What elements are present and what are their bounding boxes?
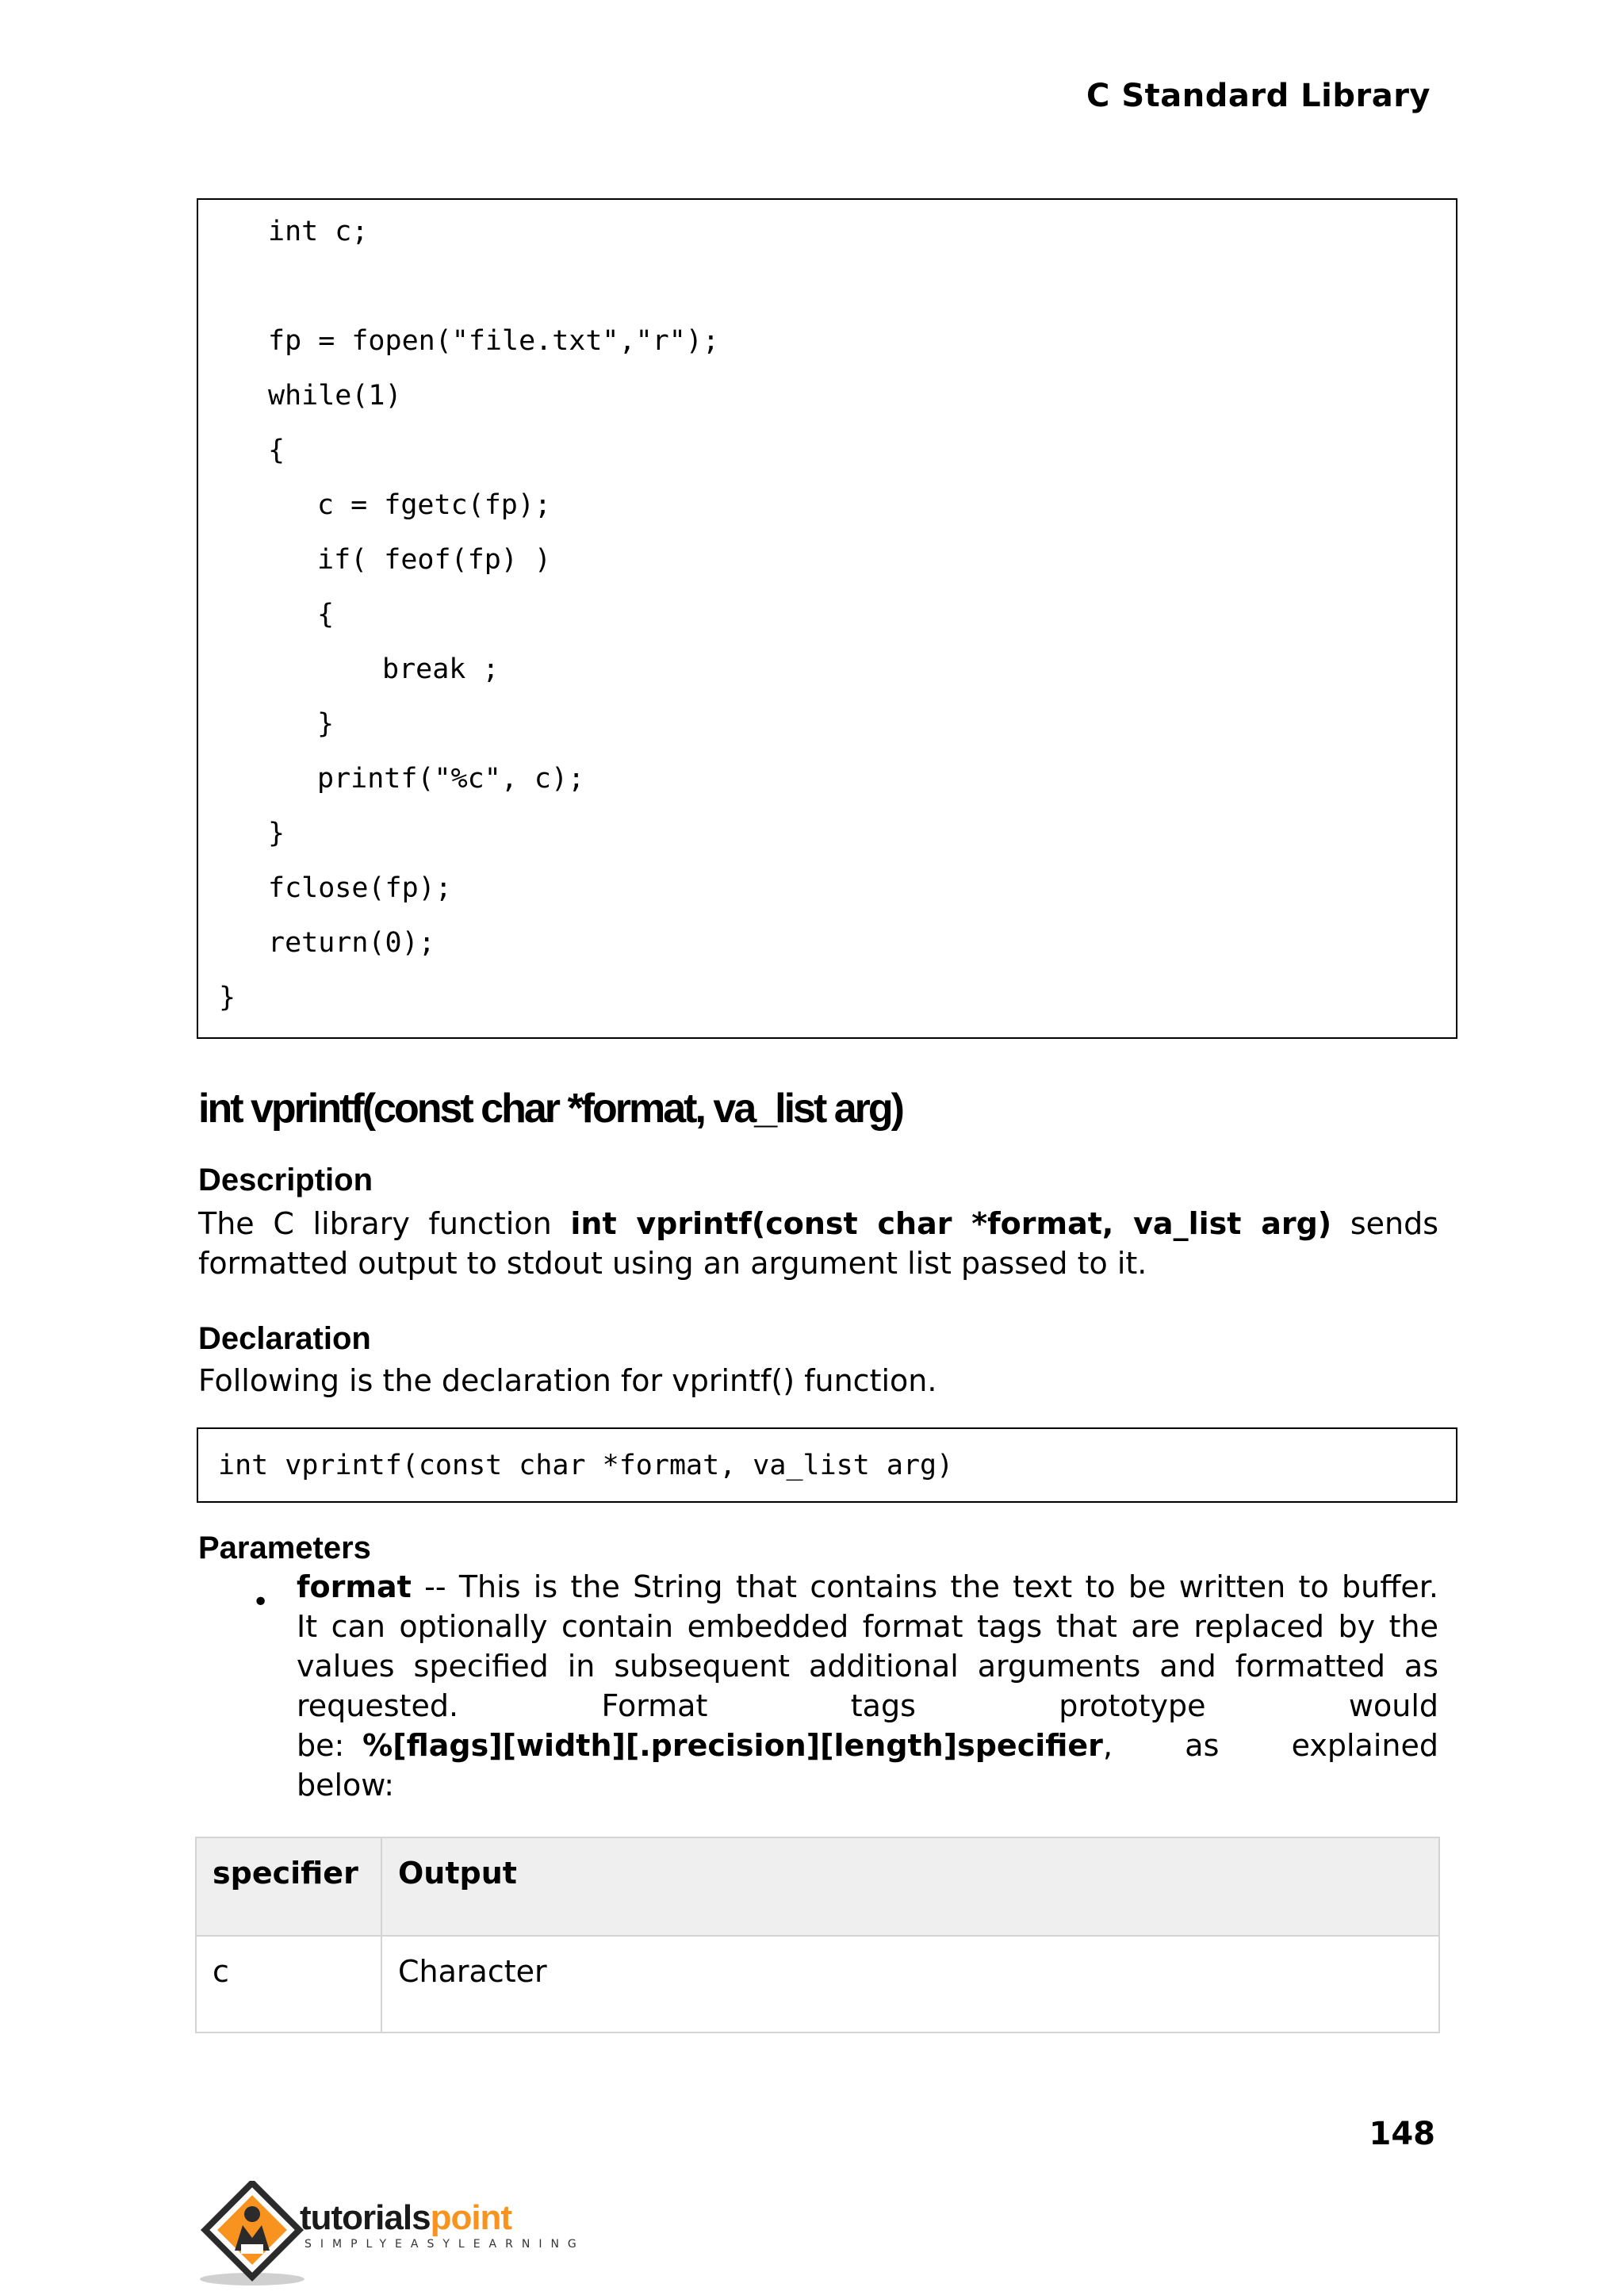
param-name: format — [297, 1569, 412, 1604]
table-cell: Character — [398, 1954, 547, 1989]
param-desc: , as explained — [1102, 1728, 1438, 1763]
description-line-2: formatted output to stdout using an argument list passed to it. — [198, 1246, 1147, 1281]
text-word: C — [273, 1206, 294, 1241]
description-heading: Description — [198, 1163, 373, 1197]
code-line: return(0); — [268, 927, 435, 959]
code-line: { — [317, 599, 335, 630]
param-line: It can optionally contain embedded format tags that are replaced by the — [297, 1609, 1438, 1644]
code-line: if( feof(fp) ) — [317, 544, 552, 576]
section-heading: int vprintf(const char *format, va_list arg) — [198, 1086, 902, 1132]
text-word: library — [312, 1206, 410, 1241]
code-example-block — [197, 198, 1457, 1039]
param-desc: be: — [297, 1728, 345, 1763]
text-word: sends — [1350, 1206, 1438, 1241]
code-line: int c; — [268, 216, 369, 247]
param-line — [297, 1726, 1438, 1765]
text-word: The — [198, 1206, 255, 1241]
code-line: fp = fopen("file.txt","r"); — [268, 325, 719, 357]
code-line: { — [268, 435, 285, 466]
declaration-code: int vprintf(const char *format, va_list arg) — [218, 1450, 954, 1481]
table-cell: c — [197, 1937, 382, 2032]
declaration-text: Following is the declaration for vprintf() function. — [198, 1363, 937, 1398]
running-header: C Standard Library — [1086, 78, 1431, 114]
function-signature-inline: int vprintf(const char *format, va_list arg) — [570, 1206, 1332, 1241]
code-line: while(1) — [268, 380, 402, 412]
table-header-cell: Output — [398, 1856, 517, 1891]
page-number: 148 — [1369, 2116, 1435, 2152]
param-line: below: — [297, 1768, 395, 1803]
parameters-heading: Parameters — [198, 1531, 371, 1565]
code-line: } — [317, 708, 335, 740]
bullet-icon: • — [252, 1586, 270, 1619]
param-line — [297, 1567, 1438, 1607]
declaration-code-block — [197, 1427, 1457, 1503]
param-desc: -- This is the String that contains the text to be written to buffer. — [424, 1569, 1438, 1604]
table-header-cell: specifier — [197, 1838, 382, 1935]
code-line: c = fgetc(fp); — [317, 489, 552, 521]
param-line: values specified in subsequent additional arguments and formatted as — [297, 1649, 1438, 1684]
code-line: break ; — [382, 653, 500, 685]
code-line: } — [219, 982, 236, 1013]
code-line: } — [268, 818, 285, 849]
logo-tagline: SIMPLYEASYLEARNING — [304, 2238, 585, 2251]
format-prototype: %[flags][width][.precision][length]specifier — [362, 1728, 1103, 1763]
param-line: requested. Format tags prototype would — [297, 1688, 1438, 1723]
description-line-1 — [198, 1204, 1438, 1243]
table-row — [197, 1935, 1438, 2032]
code-line: fclose(fp); — [268, 872, 452, 904]
logo-text-accent: point — [430, 2198, 512, 2237]
text-word: function — [428, 1206, 552, 1241]
declaration-heading: Declaration — [198, 1321, 371, 1356]
logo-text-dark: tutorials — [300, 2198, 431, 2237]
table-header-row — [197, 1838, 1438, 1935]
code-line: printf("%c", c); — [317, 763, 585, 795]
logo-wordmark — [300, 2198, 511, 2238]
specifier-table — [195, 1837, 1440, 2033]
